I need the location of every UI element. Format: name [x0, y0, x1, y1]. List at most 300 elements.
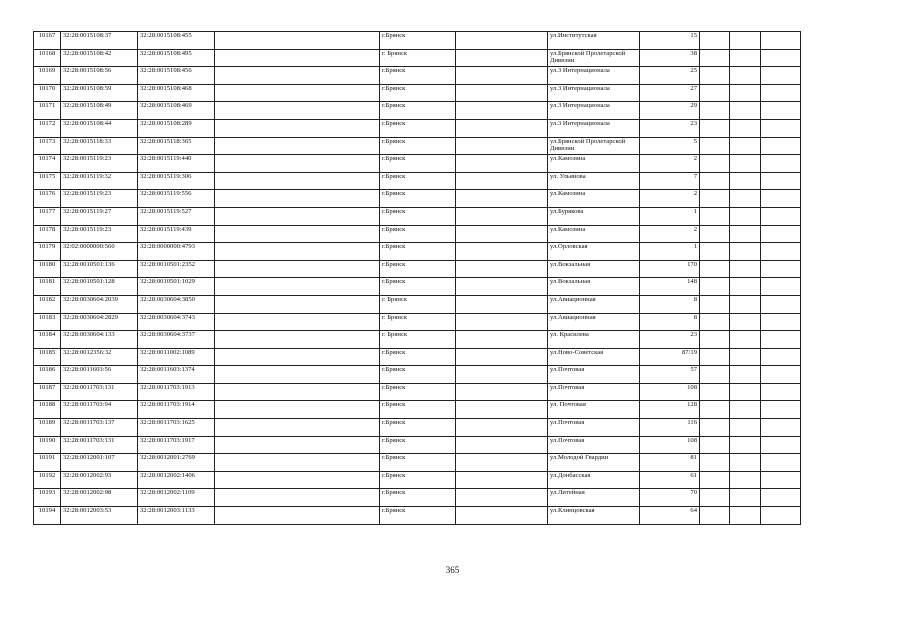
old-cadastral-number-cell: 32:02:0000000:560 [61, 243, 138, 261]
table-row [34, 207, 801, 225]
cadastral-number-cell: 32:28:0010501:2352 [138, 260, 215, 278]
empty-cell [700, 313, 730, 331]
cadastral-number-cell: 32:28:0015108:495 [138, 49, 215, 67]
row-number-cell: 10176 [34, 190, 61, 208]
table-row [34, 172, 801, 190]
empty-cell [215, 32, 380, 50]
empty-cell [215, 471, 380, 489]
old-cadastral-number-cell: 32:28:0015119:32 [61, 172, 138, 190]
empty-cell [761, 243, 801, 261]
cadastral-number-cell: 32:28:0010501:1029 [138, 278, 215, 296]
old-cadastral-number-cell: 32:28:0015119:23 [61, 155, 138, 173]
street-cell: ул.Ново-Советская [548, 348, 640, 366]
empty-cell [215, 348, 380, 366]
empty-cell [730, 436, 761, 454]
row-number-cell: 10194 [34, 507, 61, 525]
city-cell: г.Брянск [380, 102, 456, 120]
city-cell: г. Брянск [380, 313, 456, 331]
street-cell: ул.Почтовая [548, 419, 640, 437]
city-cell: г.Брянск [380, 260, 456, 278]
empty-cell [761, 331, 801, 349]
city-cell: г.Брянск [380, 436, 456, 454]
row-number-cell: 10185 [34, 348, 61, 366]
empty-cell [761, 348, 801, 366]
street-cell: ул.3 Интернационала [548, 119, 640, 137]
empty-cell [456, 155, 548, 173]
empty-cell [730, 102, 761, 120]
table-row [34, 260, 801, 278]
cadastral-number-cell: 32:28:0012002:1109 [138, 489, 215, 507]
cadastral-number-cell: 32:28:0015108:456 [138, 67, 215, 85]
empty-cell [700, 348, 730, 366]
empty-cell [456, 32, 548, 50]
house-number-cell: 2 [640, 190, 700, 208]
empty-cell [456, 260, 548, 278]
house-number-cell: 25 [640, 67, 700, 85]
city-cell: г.Брянск [380, 225, 456, 243]
city-cell: г.Брянск [380, 243, 456, 261]
table-row [34, 49, 801, 67]
empty-cell [730, 32, 761, 50]
empty-cell [730, 331, 761, 349]
house-number-cell: 23 [640, 119, 700, 137]
empty-cell [700, 172, 730, 190]
city-cell: г.Брянск [380, 32, 456, 50]
street-cell: ул.Почтовая [548, 366, 640, 384]
empty-cell [700, 137, 730, 155]
empty-cell [730, 471, 761, 489]
empty-cell [730, 67, 761, 85]
empty-cell [730, 155, 761, 173]
cadastral-number-cell: 32:28:0015119:439 [138, 225, 215, 243]
empty-cell [215, 155, 380, 173]
row-number-cell: 10189 [34, 419, 61, 437]
old-cadastral-number-cell: 32:28:0015108:56 [61, 67, 138, 85]
empty-cell [215, 278, 380, 296]
empty-cell [456, 348, 548, 366]
old-cadastral-number-cell: 32:28:0015108:59 [61, 84, 138, 102]
empty-cell [215, 137, 380, 155]
street-cell: ул.Вокзальная [548, 278, 640, 296]
house-number-cell: 8 [640, 313, 700, 331]
empty-cell [700, 49, 730, 67]
city-cell: г.Брянск [380, 401, 456, 419]
row-number-cell: 10179 [34, 243, 61, 261]
cadastral-number-cell: 32:28:0030604:3743 [138, 313, 215, 331]
empty-cell [215, 260, 380, 278]
table-row [34, 32, 801, 50]
old-cadastral-number-cell: 32:28:0011703:131 [61, 383, 138, 401]
street-cell: ул.Клинцовская [548, 507, 640, 525]
empty-cell [700, 454, 730, 472]
empty-cell [700, 102, 730, 120]
empty-cell [456, 278, 548, 296]
house-number-cell: 57 [640, 366, 700, 384]
city-cell: г.Брянск [380, 507, 456, 525]
cadastral-number-cell: 32:28:0015119:556 [138, 190, 215, 208]
table-row [34, 489, 801, 507]
old-cadastral-number-cell: 32:28:0015119:27 [61, 207, 138, 225]
empty-cell [456, 172, 548, 190]
row-number-cell: 10193 [34, 489, 61, 507]
city-cell: г.Брянск [380, 67, 456, 85]
empty-cell [761, 489, 801, 507]
cadastral-number-cell: 32:28:0030604:3850 [138, 295, 215, 313]
empty-cell [761, 419, 801, 437]
house-number-cell: 2 [640, 225, 700, 243]
table-row [34, 84, 801, 102]
empty-cell [215, 436, 380, 454]
city-cell: г.Брянск [380, 190, 456, 208]
row-number-cell: 10182 [34, 295, 61, 313]
house-number-cell: 2 [640, 155, 700, 173]
empty-cell [456, 49, 548, 67]
empty-cell [730, 84, 761, 102]
property-registry-table [33, 31, 801, 525]
empty-cell [761, 436, 801, 454]
old-cadastral-number-cell: 32:28:0011703:131 [61, 436, 138, 454]
table-row [34, 155, 801, 173]
street-cell: ул. Почтовая [548, 401, 640, 419]
empty-cell [456, 207, 548, 225]
street-cell: ул.Почтовая [548, 436, 640, 454]
street-cell: ул.Почтовая [548, 383, 640, 401]
empty-cell [700, 278, 730, 296]
empty-cell [730, 313, 761, 331]
empty-cell [215, 295, 380, 313]
table-body [34, 32, 801, 525]
house-number-cell: 128 [640, 401, 700, 419]
empty-cell [215, 102, 380, 120]
empty-cell [456, 454, 548, 472]
city-cell: г.Брянск [380, 383, 456, 401]
empty-cell [456, 243, 548, 261]
cadastral-number-cell: 32:28:0015108:469 [138, 102, 215, 120]
table-row [34, 119, 801, 137]
table-row [34, 190, 801, 208]
house-number-cell: 170 [640, 260, 700, 278]
street-cell: ул.Бурякова [548, 207, 640, 225]
city-cell: г.Брянск [380, 489, 456, 507]
house-number-cell: 116 [640, 419, 700, 437]
empty-cell [456, 102, 548, 120]
table-row [34, 295, 801, 313]
row-number-cell: 10173 [34, 137, 61, 155]
empty-cell [700, 207, 730, 225]
city-cell: г. Брянск [380, 49, 456, 67]
cadastral-number-cell: 32:28:0011703:1914 [138, 401, 215, 419]
street-cell: ул. Красилева [548, 331, 640, 349]
empty-cell [761, 67, 801, 85]
empty-cell [215, 419, 380, 437]
empty-cell [215, 84, 380, 102]
old-cadastral-number-cell: 32:28:0015119:23 [61, 225, 138, 243]
old-cadastral-number-cell: 32:28:0015119:23 [61, 190, 138, 208]
empty-cell [700, 84, 730, 102]
old-cadastral-number-cell: 32:28:0015108:49 [61, 102, 138, 120]
empty-cell [730, 401, 761, 419]
empty-cell [761, 383, 801, 401]
cadastral-number-cell: 32:28:0030604:3737 [138, 331, 215, 349]
empty-cell [761, 401, 801, 419]
house-number-cell: 7 [640, 172, 700, 190]
row-number-cell: 10174 [34, 155, 61, 173]
street-cell: ул.Брянской Пролетарской Дивизии [548, 49, 640, 67]
house-number-cell: 61 [640, 471, 700, 489]
old-cadastral-number-cell: 32:28:0030604:2829 [61, 313, 138, 331]
empty-cell [700, 155, 730, 173]
empty-cell [700, 243, 730, 261]
city-cell: г. Брянск [380, 295, 456, 313]
city-cell: г.Брянск [380, 366, 456, 384]
city-cell: г.Брянск [380, 419, 456, 437]
empty-cell [215, 401, 380, 419]
old-cadastral-number-cell: 32:28:0030604:133 [61, 331, 138, 349]
empty-cell [761, 313, 801, 331]
empty-cell [761, 225, 801, 243]
house-number-cell: 64 [640, 507, 700, 525]
empty-cell [456, 225, 548, 243]
city-cell: г.Брянск [380, 207, 456, 225]
cadastral-number-cell: 32:28:0015108:289 [138, 119, 215, 137]
street-cell: ул.Вокзальная [548, 260, 640, 278]
city-cell: г. Брянск [380, 331, 456, 349]
empty-cell [730, 243, 761, 261]
old-cadastral-number-cell: 32:28:0012002:98 [61, 489, 138, 507]
empty-cell [700, 419, 730, 437]
empty-cell [761, 260, 801, 278]
street-cell: ул.Институтская [548, 32, 640, 50]
old-cadastral-number-cell: 32:28:0030604:2039 [61, 295, 138, 313]
empty-cell [761, 84, 801, 102]
table-row [34, 102, 801, 120]
street-cell: ул.3 Интернационала [548, 102, 640, 120]
empty-cell [761, 155, 801, 173]
house-number-cell: 5 [640, 137, 700, 155]
empty-cell [700, 383, 730, 401]
street-cell: ул.Орловская [548, 243, 640, 261]
row-number-cell: 10192 [34, 471, 61, 489]
empty-cell [730, 225, 761, 243]
row-number-cell: 10178 [34, 225, 61, 243]
row-number-cell: 10175 [34, 172, 61, 190]
empty-cell [730, 383, 761, 401]
empty-cell [730, 190, 761, 208]
street-cell: ул.Донбасская [548, 471, 640, 489]
row-number-cell: 10183 [34, 313, 61, 331]
empty-cell [761, 190, 801, 208]
empty-cell [761, 471, 801, 489]
row-number-cell: 10180 [34, 260, 61, 278]
empty-cell [215, 207, 380, 225]
street-cell: ул.Камозина [548, 190, 640, 208]
table-row [34, 454, 801, 472]
empty-cell [215, 49, 380, 67]
old-cadastral-number-cell: 32:28:0015108:44 [61, 119, 138, 137]
city-cell: г.Брянск [380, 278, 456, 296]
cadastral-number-cell: 32:28:0015119:440 [138, 155, 215, 173]
table-row [34, 278, 801, 296]
cadastral-number-cell: 32:28:0015108:468 [138, 84, 215, 102]
old-cadastral-number-cell: 32:28:0011703:94 [61, 401, 138, 419]
empty-cell [700, 225, 730, 243]
empty-cell [730, 119, 761, 137]
empty-cell [215, 67, 380, 85]
table-row [34, 419, 801, 437]
empty-cell [761, 102, 801, 120]
cadastral-number-cell: 32:28:0015108:455 [138, 32, 215, 50]
street-cell: ул.Молодой Гвардии [548, 454, 640, 472]
house-number-cell: 38 [640, 49, 700, 67]
city-cell: г.Брянск [380, 119, 456, 137]
empty-cell [456, 67, 548, 85]
house-number-cell: 81 [640, 454, 700, 472]
empty-cell [730, 172, 761, 190]
house-number-cell: 1 [640, 243, 700, 261]
table-row [34, 401, 801, 419]
cadastral-number-cell: 32:28:0011703:1913 [138, 383, 215, 401]
empty-cell [215, 366, 380, 384]
city-cell: г.Брянск [380, 348, 456, 366]
row-number-cell: 10187 [34, 383, 61, 401]
empty-cell [730, 454, 761, 472]
empty-cell [761, 278, 801, 296]
old-cadastral-number-cell: 32:28:0012356:32 [61, 348, 138, 366]
old-cadastral-number-cell: 32:28:0015108:37 [61, 32, 138, 50]
house-number-cell: 27 [640, 84, 700, 102]
empty-cell [761, 119, 801, 137]
empty-cell [456, 313, 548, 331]
empty-cell [215, 243, 380, 261]
row-number-cell: 10177 [34, 207, 61, 225]
empty-cell [700, 260, 730, 278]
empty-cell [730, 260, 761, 278]
empty-cell [215, 313, 380, 331]
empty-cell [761, 207, 801, 225]
empty-cell [761, 137, 801, 155]
empty-cell [761, 507, 801, 525]
row-number-cell: 10171 [34, 102, 61, 120]
empty-cell [700, 471, 730, 489]
row-number-cell: 10186 [34, 366, 61, 384]
table-row [34, 67, 801, 85]
table-row [34, 348, 801, 366]
empty-cell [761, 172, 801, 190]
table-row [34, 383, 801, 401]
table-row [34, 137, 801, 155]
row-number-cell: 10168 [34, 49, 61, 67]
cadastral-number-cell: 32:28:0011603:1374 [138, 366, 215, 384]
house-number-cell: 148 [640, 278, 700, 296]
empty-cell [215, 489, 380, 507]
old-cadastral-number-cell: 32:28:0012003:53 [61, 507, 138, 525]
street-cell: ул.Авиационная [548, 313, 640, 331]
empty-cell [700, 331, 730, 349]
empty-cell [761, 454, 801, 472]
old-cadastral-number-cell: 32:28:0015108:42 [61, 49, 138, 67]
page-number: 365 [445, 565, 460, 575]
empty-cell [700, 295, 730, 313]
street-cell: ул.3 Интернационала [548, 67, 640, 85]
empty-cell [730, 137, 761, 155]
street-cell: ул.Литейная [548, 489, 640, 507]
house-number-cell: 1 [640, 207, 700, 225]
empty-cell [456, 401, 548, 419]
empty-cell [730, 507, 761, 525]
empty-cell [456, 471, 548, 489]
row-number-cell: 10167 [34, 32, 61, 50]
street-cell: ул.Авиационная [548, 295, 640, 313]
house-number-cell: 8 [640, 295, 700, 313]
empty-cell [700, 366, 730, 384]
empty-cell [730, 278, 761, 296]
empty-cell [456, 489, 548, 507]
table-row [34, 507, 801, 525]
city-cell: г.Брянск [380, 155, 456, 173]
cadastral-number-cell: 32:28:0000000:4793 [138, 243, 215, 261]
street-cell: ул.3 Интернационала [548, 84, 640, 102]
city-cell: г.Брянск [380, 84, 456, 102]
city-cell: г.Брянск [380, 137, 456, 155]
empty-cell [730, 348, 761, 366]
row-number-cell: 10170 [34, 84, 61, 102]
empty-cell [456, 190, 548, 208]
city-cell: г.Брянск [380, 172, 456, 190]
empty-cell [730, 489, 761, 507]
empty-cell [456, 383, 548, 401]
table-row [34, 471, 801, 489]
empty-cell [700, 507, 730, 525]
old-cadastral-number-cell: 32:28:0015118:33 [61, 137, 138, 155]
old-cadastral-number-cell: 32:28:0012002:93 [61, 471, 138, 489]
empty-cell [456, 84, 548, 102]
table-row [34, 225, 801, 243]
empty-cell [456, 331, 548, 349]
old-cadastral-number-cell: 32:28:0010501:128 [61, 278, 138, 296]
house-number-cell: 70 [640, 489, 700, 507]
cadastral-number-cell: 32:28:0015119:527 [138, 207, 215, 225]
empty-cell [215, 507, 380, 525]
street-cell: ул.Камозина [548, 225, 640, 243]
row-number-cell: 10181 [34, 278, 61, 296]
empty-cell [215, 119, 380, 137]
table-row [34, 331, 801, 349]
empty-cell [456, 366, 548, 384]
cadastral-number-cell: 32:28:0012001:2769 [138, 454, 215, 472]
cadastral-number-cell: 32:28:0015118:365 [138, 137, 215, 155]
empty-cell [215, 331, 380, 349]
empty-cell [456, 436, 548, 454]
empty-cell [456, 295, 548, 313]
street-cell: ул. Ульянова [548, 172, 640, 190]
empty-cell [700, 32, 730, 50]
house-number-cell: 108 [640, 436, 700, 454]
empty-cell [215, 383, 380, 401]
empty-cell [700, 436, 730, 454]
empty-cell [456, 507, 548, 525]
empty-cell [730, 49, 761, 67]
empty-cell [761, 295, 801, 313]
table-row [34, 366, 801, 384]
empty-cell [700, 190, 730, 208]
empty-cell [730, 207, 761, 225]
empty-cell [456, 119, 548, 137]
row-number-cell: 10169 [34, 67, 61, 85]
cadastral-number-cell: 32:28:0012002:1406 [138, 471, 215, 489]
empty-cell [456, 419, 548, 437]
empty-cell [700, 401, 730, 419]
empty-cell [700, 489, 730, 507]
